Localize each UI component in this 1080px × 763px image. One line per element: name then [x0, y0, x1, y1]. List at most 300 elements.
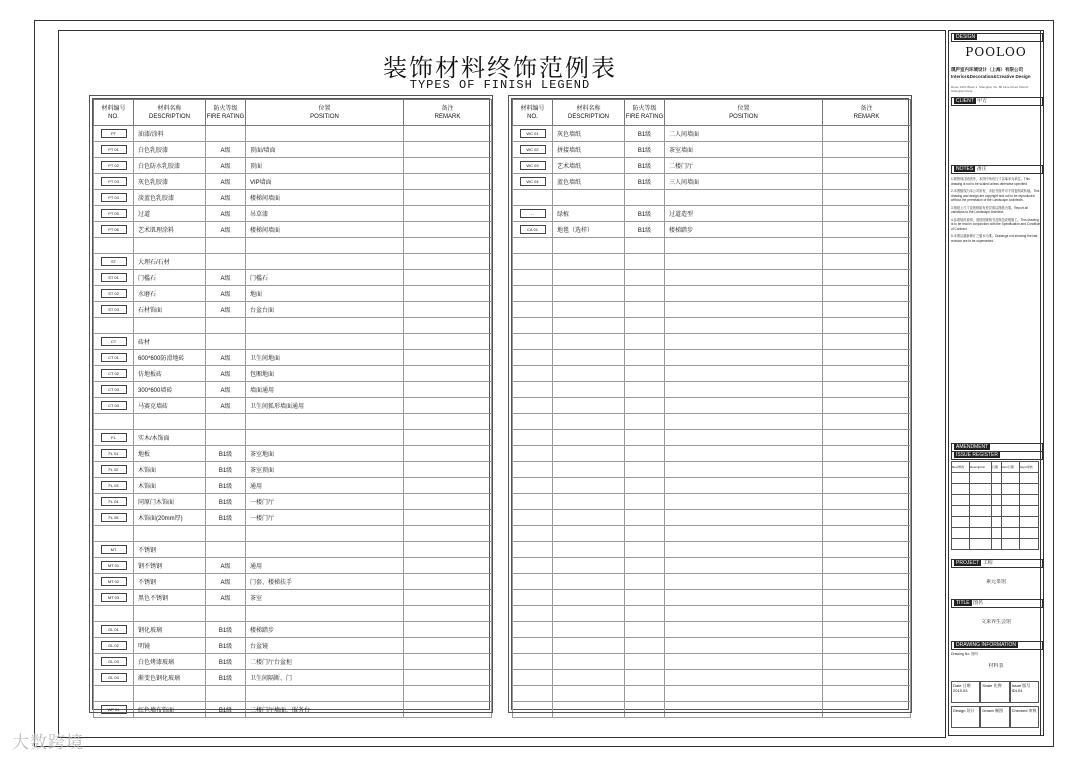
code-box: FL 01 — [101, 449, 127, 458]
material-description — [553, 702, 625, 718]
material-position — [665, 702, 823, 718]
material-position — [246, 334, 404, 350]
material-description: 艺术墙纸 — [553, 158, 625, 174]
material-description: 不锈钢 — [134, 542, 206, 558]
note-item: 3.图纸上尺寸及规格如有差异请以图纸为准。Report all variations to the Landscape Architect. — [951, 205, 1028, 214]
fire-rating: A级 — [206, 574, 246, 590]
material-description — [553, 574, 625, 590]
fire-rating — [206, 318, 246, 334]
issue-header-row — [952, 462, 1039, 473]
fire-rating: A级 — [206, 206, 246, 222]
material-code — [94, 462, 134, 478]
material-description: 钢不锈钢 — [134, 558, 206, 574]
code-box: GL 01 — [101, 625, 127, 634]
fire-rating — [625, 334, 665, 350]
page-title: 装饰材料终饰范例表 — [383, 54, 617, 82]
material-code — [94, 590, 134, 606]
material-code — [94, 302, 134, 318]
material-position — [665, 686, 823, 702]
fire-rating — [625, 590, 665, 606]
material-description: 红色墙布饰面 — [134, 702, 206, 718]
material-position: 通用 — [246, 478, 404, 494]
material-description: 同原门木饰面 — [134, 494, 206, 510]
material-description — [553, 558, 625, 574]
material-position: 台盆台面 — [246, 302, 404, 318]
material-remark — [823, 286, 911, 302]
fire-rating — [206, 126, 246, 142]
code-box: ST 02 — [101, 289, 127, 298]
material-code — [94, 318, 134, 334]
material-position — [665, 382, 823, 398]
material-description — [553, 302, 625, 318]
material-code — [94, 654, 134, 670]
material-position — [246, 606, 404, 622]
material-remark — [404, 270, 492, 286]
table-row — [94, 302, 492, 318]
material-remark — [823, 190, 911, 206]
material-description — [134, 526, 206, 542]
material-description — [553, 510, 625, 526]
drawing-meta-row — [951, 681, 1039, 703]
material-position — [246, 318, 404, 334]
material-remark — [823, 478, 911, 494]
material-remark — [823, 526, 911, 542]
table-row — [94, 254, 492, 270]
material-code — [94, 222, 134, 238]
table-row — [513, 254, 911, 270]
material-position: 三人间墙面 — [665, 174, 823, 190]
material-position: 地面 — [246, 286, 404, 302]
material-description — [553, 286, 625, 302]
fire-rating: A级 — [206, 174, 246, 190]
material-code — [94, 350, 134, 366]
material-position: 茶室墙面 — [665, 142, 823, 158]
material-code — [94, 286, 134, 302]
code-box: ST 01 — [101, 273, 127, 282]
fire-rating: A级 — [206, 382, 246, 398]
material-code — [94, 142, 134, 158]
material-description: 水磨石 — [134, 286, 206, 302]
material-description: 白色烤漆玻璃 — [134, 654, 206, 670]
fire-rating: B1级 — [206, 670, 246, 686]
material-position: 墙面通用 — [246, 382, 404, 398]
material-code — [513, 334, 553, 350]
header-fire-rating: 防火等级 FIRE RATING — [206, 100, 246, 126]
material-code — [94, 126, 134, 142]
material-description — [553, 478, 625, 494]
material-code — [513, 638, 553, 654]
fire-rating — [625, 686, 665, 702]
company-address: Room 1001 Block 1, Shanghai, No. 88 Lane Road, District Shanghai China — [951, 85, 1029, 93]
material-position: 卫生间隔断、门 — [246, 670, 404, 686]
material-position — [665, 606, 823, 622]
material-remark — [823, 462, 911, 478]
material-remark — [404, 494, 492, 510]
page-subtitle: TYPES OF FINISH LEGEND — [409, 78, 591, 92]
material-code — [94, 238, 134, 254]
material-code — [513, 494, 553, 510]
left-legend-panel — [92, 98, 490, 714]
material-code — [94, 190, 134, 206]
header-code: 材料编号 NO. — [94, 100, 134, 126]
fire-rating: B1级 — [206, 446, 246, 462]
material-code — [94, 558, 134, 574]
material-code — [513, 174, 553, 190]
material-description — [134, 606, 206, 622]
material-code — [513, 318, 553, 334]
material-position: 包厢地面 — [246, 366, 404, 382]
material-code — [94, 638, 134, 654]
table-row — [513, 654, 911, 670]
material-position — [665, 446, 823, 462]
material-remark — [823, 158, 911, 174]
code-box: - - — [520, 209, 546, 218]
table-row — [513, 542, 911, 558]
material-description: 地毯（选样） — [553, 222, 625, 238]
material-position: VIP墙面 — [246, 174, 404, 190]
code-box: WC 04 — [520, 177, 546, 186]
material-description — [553, 350, 625, 366]
material-remark — [404, 526, 492, 542]
material-code — [94, 414, 134, 430]
material-code — [94, 574, 134, 590]
material-code — [513, 462, 553, 478]
material-position: 过道造型 — [665, 206, 823, 222]
material-remark — [404, 206, 492, 222]
material-code — [513, 702, 553, 718]
fire-rating — [625, 318, 665, 334]
material-description — [553, 318, 625, 334]
fire-rating: A级 — [206, 366, 246, 382]
material-description — [553, 398, 625, 414]
material-code — [513, 142, 553, 158]
header-description: 材料名称 DESCRIPTION — [553, 100, 625, 126]
material-position: 茶室地面 — [246, 446, 404, 462]
material-remark — [823, 574, 911, 590]
material-position — [665, 270, 823, 286]
material-remark — [404, 334, 492, 350]
material-position: 通用 — [246, 558, 404, 574]
drawn-by-cell: Drawn 制图 — [980, 706, 1009, 728]
material-remark — [823, 238, 911, 254]
table-row — [513, 478, 911, 494]
material-remark — [823, 334, 911, 350]
material-code — [513, 526, 553, 542]
header-remark: 备注 REMARK — [404, 100, 492, 126]
material-code — [513, 286, 553, 302]
material-code — [513, 382, 553, 398]
material-position — [665, 238, 823, 254]
code-box: GL 02 — [101, 641, 127, 650]
fire-rating — [625, 542, 665, 558]
code-box: WC 02 — [520, 145, 546, 154]
fire-rating — [625, 622, 665, 638]
material-remark — [404, 222, 492, 238]
material-description: 不锈钢 — [134, 574, 206, 590]
fire-rating: B1级 — [625, 174, 665, 190]
code-box: MT 01 — [101, 561, 127, 570]
material-code — [513, 254, 553, 270]
material-code — [513, 270, 553, 286]
material-description — [553, 334, 625, 350]
fire-rating — [625, 654, 665, 670]
material-description — [134, 238, 206, 254]
fire-rating: B1级 — [625, 222, 665, 238]
material-position — [246, 542, 404, 558]
fire-rating — [625, 302, 665, 318]
fire-rating — [625, 558, 665, 574]
table-row — [94, 206, 492, 222]
material-code — [513, 158, 553, 174]
material-code — [94, 206, 134, 222]
code-box: FL 04 — [101, 497, 127, 506]
table-row — [513, 366, 911, 382]
material-remark — [404, 414, 492, 430]
code-box: PT 05 — [101, 209, 127, 218]
table-row — [94, 174, 492, 190]
material-code — [94, 174, 134, 190]
material-remark — [823, 318, 911, 334]
fire-rating: A级 — [206, 398, 246, 414]
material-description — [553, 270, 625, 286]
table-row — [513, 206, 911, 222]
material-code — [94, 254, 134, 270]
material-description: 马赛克墙砖 — [134, 398, 206, 414]
material-remark — [823, 686, 911, 702]
material-code — [513, 574, 553, 590]
material-remark — [823, 254, 911, 270]
fire-rating — [625, 414, 665, 430]
notes-label: NOTES 备注 — [951, 165, 1043, 174]
table-row — [513, 142, 911, 158]
material-position: 楼梯踏步 — [246, 622, 404, 638]
material-remark — [823, 398, 911, 414]
material-position: 二楼门厅墙面、服务台 — [246, 702, 404, 718]
material-position — [665, 286, 823, 302]
code-box: ST 03 — [101, 305, 127, 314]
material-description: 石材饰面 — [134, 302, 206, 318]
material-position — [246, 686, 404, 702]
material-remark — [823, 382, 911, 398]
material-remark — [404, 382, 492, 398]
material-remark — [404, 654, 492, 670]
table-row — [94, 222, 492, 238]
fire-rating — [206, 606, 246, 622]
table-row — [94, 654, 492, 670]
material-remark — [823, 702, 911, 718]
material-remark — [404, 622, 492, 638]
table-row — [94, 494, 492, 510]
code-box: MT — [101, 545, 127, 554]
material-remark — [823, 142, 911, 158]
material-remark — [823, 206, 911, 222]
table-row — [513, 446, 911, 462]
material-code — [94, 158, 134, 174]
code-box: GL 03 — [101, 657, 127, 666]
table-row — [513, 382, 911, 398]
material-description: 仿地板砖 — [134, 366, 206, 382]
issue-col: Appr/审核 — [1019, 462, 1038, 473]
material-description: 白色防水乳胶漆 — [134, 158, 206, 174]
material-position — [665, 638, 823, 654]
fire-rating: A级 — [206, 142, 246, 158]
material-code — [94, 430, 134, 446]
material-remark — [404, 446, 492, 462]
fire-rating: A级 — [206, 590, 246, 606]
material-remark — [404, 558, 492, 574]
material-code — [513, 350, 553, 366]
material-code — [513, 478, 553, 494]
material-code — [94, 670, 134, 686]
material-position — [246, 126, 404, 142]
table-row — [94, 334, 492, 350]
fire-rating: A级 — [206, 270, 246, 286]
company-name-en: Interior&Decoration&Creative Design — [951, 74, 1031, 79]
issue-register-label: ISSUE REGISTER — [951, 451, 1043, 460]
material-description: 艺术肌理涂料 — [134, 222, 206, 238]
fire-rating — [206, 238, 246, 254]
material-position — [246, 430, 404, 446]
issue-register-grid — [951, 461, 1039, 550]
material-code — [94, 270, 134, 286]
fire-rating: B1级 — [206, 622, 246, 638]
material-code — [513, 654, 553, 670]
watermark: 大数跨境 — [12, 733, 84, 753]
material-description — [553, 590, 625, 606]
table-row — [94, 286, 492, 302]
material-description: 木饰面 — [134, 462, 206, 478]
material-position: 二楼门厅 — [665, 158, 823, 174]
material-position: 茶室 — [246, 590, 404, 606]
material-description — [134, 414, 206, 430]
material-remark — [404, 350, 492, 366]
table-row — [513, 510, 911, 526]
title-label: TITLE 图名 — [951, 599, 1043, 608]
material-position — [665, 190, 823, 206]
fire-rating — [625, 574, 665, 590]
material-position — [246, 238, 404, 254]
material-code — [513, 510, 553, 526]
drawing-no-label: Drawing No. 图号 — [951, 652, 979, 656]
header-position: 位置 POSITION — [246, 100, 404, 126]
material-position — [665, 302, 823, 318]
fire-rating — [625, 238, 665, 254]
material-description — [553, 494, 625, 510]
code-box: CA 01 — [520, 225, 546, 234]
table-row — [513, 318, 911, 334]
material-position — [665, 254, 823, 270]
table-row — [94, 686, 492, 702]
material-description — [553, 638, 625, 654]
material-description: 蓝色墙纸 — [553, 174, 625, 190]
material-position: 门套、楼梯扶手 — [246, 574, 404, 590]
table-row — [513, 222, 911, 238]
drawing-signoff-row — [951, 706, 1039, 728]
material-remark — [404, 462, 492, 478]
material-description: 600*600防滑地砖 — [134, 350, 206, 366]
checked-by-cell: Checked 审核 — [1010, 706, 1039, 728]
material-description: 地板 — [134, 446, 206, 462]
material-description: 实木/木饰面 — [134, 430, 206, 446]
material-position — [665, 334, 823, 350]
material-position — [665, 494, 823, 510]
material-description: 灰色乳胶漆 — [134, 174, 206, 190]
code-box: WC 01 — [520, 129, 546, 138]
material-code — [513, 414, 553, 430]
design-label: DESIGN — [951, 33, 1043, 42]
table-row — [94, 398, 492, 414]
material-description — [553, 446, 625, 462]
material-position: 楼梯踏步 — [665, 222, 823, 238]
date-cell: Date 日期 2019.03 — [951, 681, 980, 703]
material-position: 一楼门厅 — [246, 510, 404, 526]
title-block-edge-line — [1040, 30, 1041, 736]
table-row — [513, 462, 911, 478]
material-code — [94, 510, 134, 526]
material-description: 砖材 — [134, 334, 206, 350]
material-position: 二楼门厅台盆柜 — [246, 654, 404, 670]
material-position: 二人间墙面 — [665, 126, 823, 142]
material-remark — [404, 190, 492, 206]
material-remark — [404, 174, 492, 190]
material-code — [513, 206, 553, 222]
material-code — [513, 238, 553, 254]
material-code — [94, 622, 134, 638]
material-code — [94, 334, 134, 350]
table-row — [513, 670, 911, 686]
fire-rating — [625, 190, 665, 206]
table-row — [513, 590, 911, 606]
title-block — [948, 30, 1044, 736]
material-remark — [823, 606, 911, 622]
material-remark — [404, 574, 492, 590]
material-remark — [823, 590, 911, 606]
left-legend-table — [93, 99, 492, 718]
material-position: 台盆镜 — [246, 638, 404, 654]
material-description: 过道 — [134, 206, 206, 222]
material-position — [246, 526, 404, 542]
table-row — [513, 686, 911, 702]
table-row — [513, 574, 911, 590]
fire-rating — [625, 350, 665, 366]
material-position: 楼梯间墙面 — [246, 222, 404, 238]
table-row — [94, 462, 492, 478]
material-remark — [404, 318, 492, 334]
fire-rating: A级 — [206, 286, 246, 302]
project-name: 素元茶馆 — [985, 579, 1006, 585]
material-position: 顶面/墙面 — [246, 142, 404, 158]
material-description: 钢化玻璃 — [134, 622, 206, 638]
title-name: 文来养生会馆 — [980, 619, 1011, 625]
material-description: 淡蓝色乳胶漆 — [134, 190, 206, 206]
table-row — [94, 238, 492, 254]
material-position: 茶室顶面 — [246, 462, 404, 478]
material-description: 木饰面(20mm厚) — [134, 510, 206, 526]
fire-rating — [206, 334, 246, 350]
code-box: MT 02 — [101, 577, 127, 586]
material-code — [513, 590, 553, 606]
table-row — [513, 606, 911, 622]
material-code — [94, 398, 134, 414]
material-position — [665, 670, 823, 686]
drawing-name: 材料表 — [988, 663, 1004, 669]
material-description: 拼接墙纸 — [553, 142, 625, 158]
material-remark — [404, 158, 492, 174]
table-row — [513, 270, 911, 286]
material-description: 门槛石 — [134, 270, 206, 286]
table-row — [94, 702, 492, 718]
material-code — [513, 302, 553, 318]
